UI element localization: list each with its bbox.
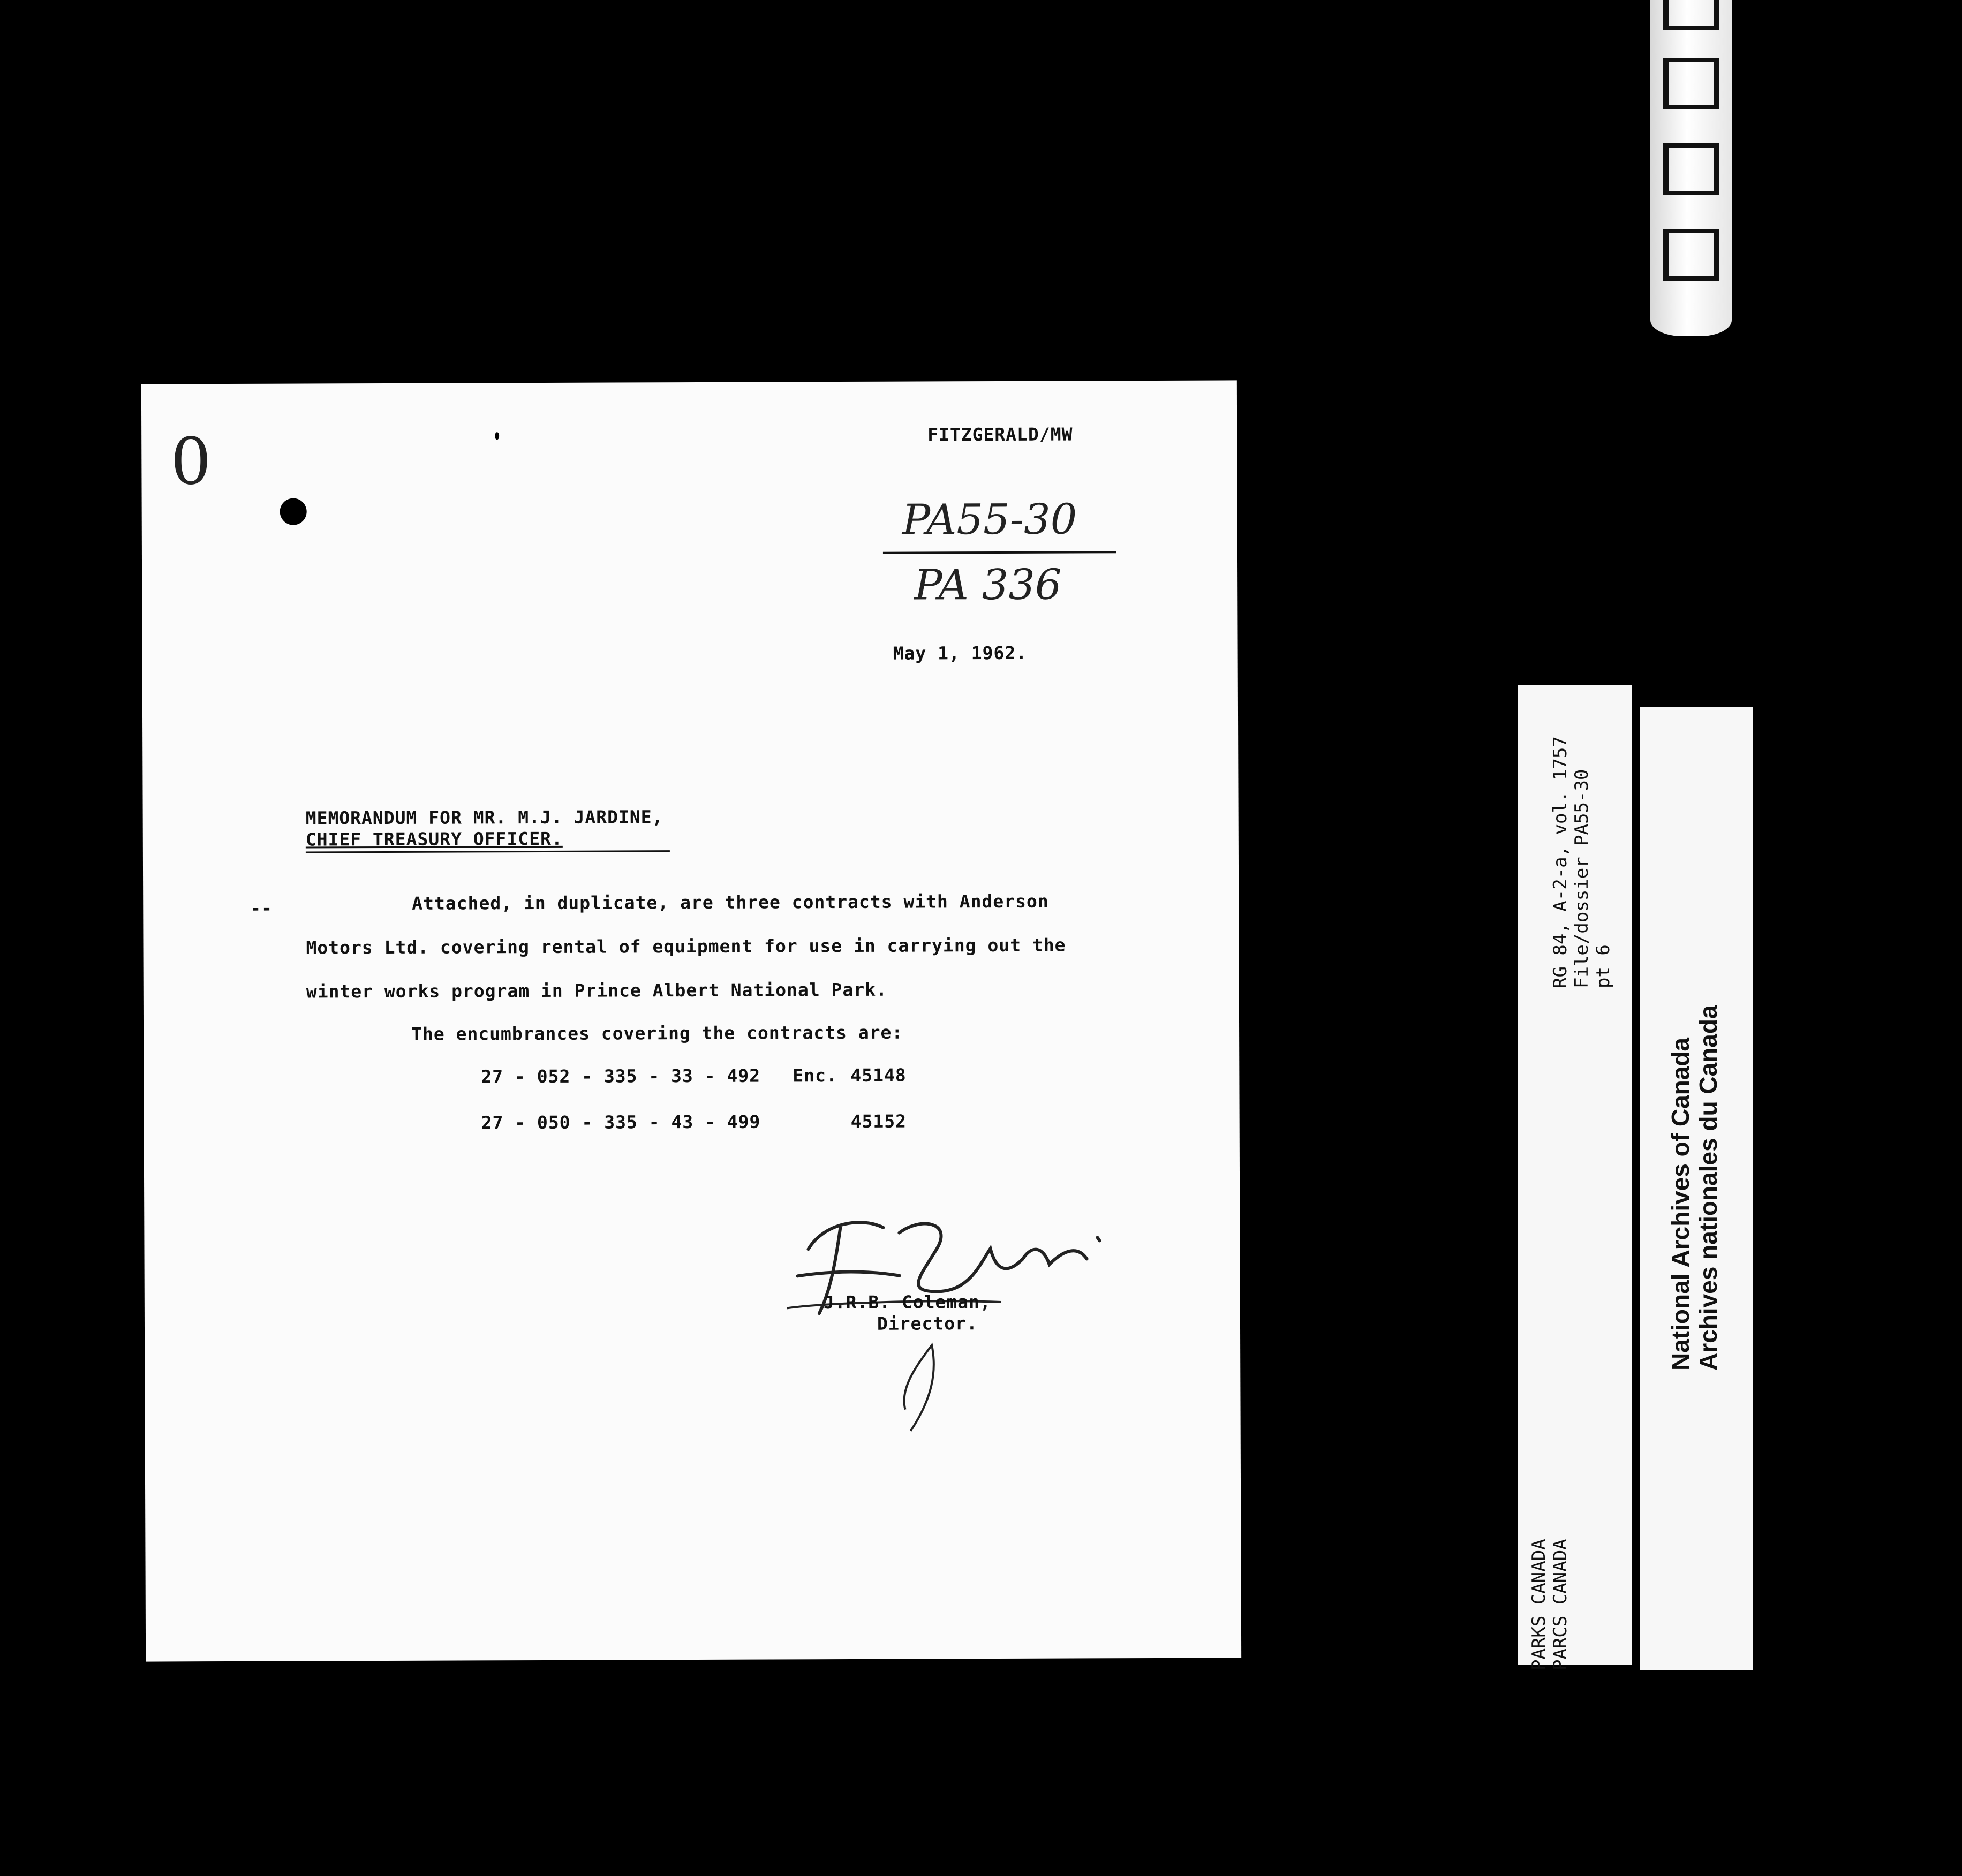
- encumbrance-number-1: 45148: [850, 1064, 907, 1086]
- handwritten-file-number-top: PA55-30: [902, 495, 1077, 544]
- handwritten-signature: [776, 1184, 1184, 1442]
- handwritten-circle-mark: 0: [170, 425, 212, 500]
- addressee-underline: [306, 850, 670, 853]
- memo-date: May 1, 1962.: [893, 642, 1028, 664]
- body-line-2: Motors Ltd. covering rental of equipment for use in carrying out the: [306, 934, 1066, 958]
- microfilm-frame-strip: [1650, 0, 1732, 336]
- national-archives-name: National Archives of Canada Archives nationales du Canada: [1666, 1005, 1722, 1371]
- handwritten-file-number-bottom: PA 336: [914, 561, 1062, 610]
- signatory-title: Director.: [877, 1313, 978, 1334]
- handwritten-divider: [883, 551, 1116, 554]
- national-archives-label: [1640, 707, 1753, 1670]
- encumbrance-code-2: 27 - 050 - 335 - 43 - 499: [481, 1111, 761, 1133]
- frame-marker: [1663, 0, 1719, 30]
- frame-marker: [1663, 143, 1719, 195]
- archive-file-label: [1518, 685, 1632, 1670]
- frame-marker: [1663, 58, 1719, 109]
- encumbrance-intro: The encumbrances covering the contracts are:: [411, 1022, 903, 1045]
- ink-speck: [495, 432, 499, 440]
- body-line-1: Attached, in duplicate, are three contracts with Anderson: [412, 890, 1049, 914]
- addressee-line-1: MEMORANDUM FOR MR. M.J. JARDINE,: [305, 806, 663, 829]
- encumbrance-number-2: 45152: [850, 1110, 907, 1132]
- ink-blot: [280, 498, 307, 525]
- document-page: [141, 380, 1241, 1661]
- addressee-line-2: CHIEF TREASURY OFFICER.: [305, 828, 563, 850]
- signatory-name: J.R.B. Coleman,: [823, 1291, 991, 1313]
- header-reference: FITZGERALD/MW: [927, 423, 1073, 445]
- archive-label-agency: PARKS CANADA PARCS CANADA: [1528, 1539, 1571, 1670]
- body-line-3: winter works program in Prince Albert National Park.: [306, 979, 887, 1002]
- margin-dash: --: [250, 897, 273, 919]
- archive-label-reference: RG 84, A-2-a, vol. 1757 File/dossier PA55-30 pt 6: [1550, 736, 1614, 988]
- encumbrance-code-1: 27 - 052 - 335 - 33 - 492: [481, 1065, 761, 1087]
- encumbrance-label-1: Enc.: [793, 1065, 837, 1086]
- frame-marker: [1663, 229, 1719, 281]
